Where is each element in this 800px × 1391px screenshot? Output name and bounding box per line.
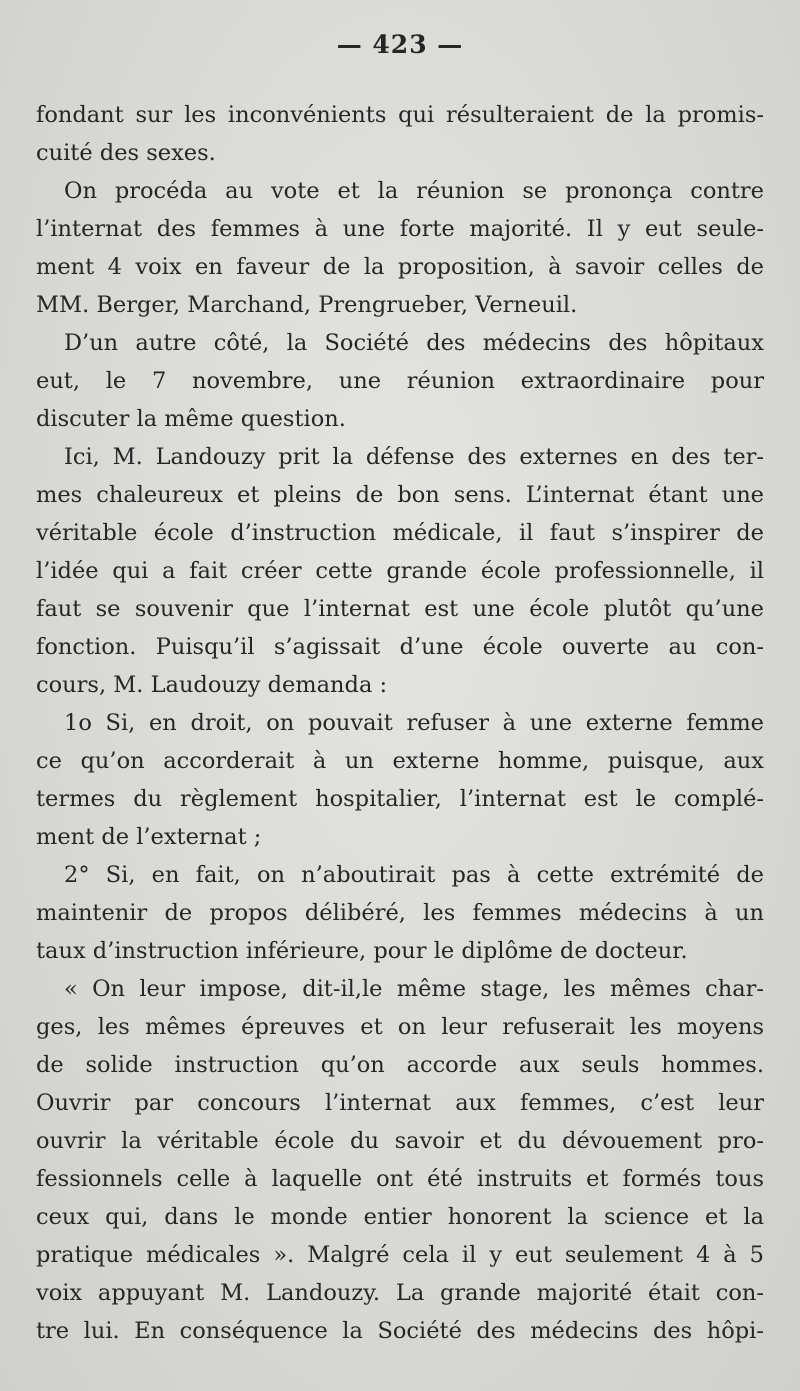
text-line: l’idée qui a fait créer cette grande école professionnelle, il (36, 558, 764, 584)
text-line: termes du règlement hospitalier, l’internat est le complé- (36, 786, 764, 812)
text-line: maintenir de propos délibéré, les femmes médecins à un (36, 900, 764, 926)
text-line: fessionnels celle à laquelle ont été instruits et formés tous (36, 1166, 764, 1192)
text-line: discuter la même question. (36, 406, 346, 432)
text-line: Ouvrir par concours l’internat aux femmes, c’est leur (36, 1090, 764, 1116)
text-line: taux d’instruction inférieure, pour le diplôme de docteur. (36, 938, 688, 964)
text-line: ment 4 voix en faveur de la proposition, à savoir celles de (36, 254, 764, 280)
text-line: 1o Si, en droit, on pouvait refuser à une externe femme (64, 710, 764, 736)
text-line: ceux qui, dans le monde entier honorent la science et la (36, 1204, 764, 1230)
text-line: faut se souvenir que l’internat est une école plutôt qu’une (36, 596, 764, 622)
text-line: cours, M. Laudouzy demanda : (36, 672, 388, 698)
text-line: Ici, M. Landouzy prit la défense des externes en des ter- (64, 444, 764, 470)
text-line: « On leur impose, dit-il,le même stage, les mêmes char- (64, 976, 764, 1002)
text-line: ges, les mêmes épreuves et on leur refuserait les moyens (36, 1014, 764, 1040)
text-line: cuité des sexes. (36, 140, 216, 166)
text-line: ouvrir la véritable école du savoir et du dévouement pro- (36, 1128, 764, 1154)
text-line: l’internat des femmes à une forte majorité. Il y eut seule- (36, 216, 764, 242)
text-line: eut, le 7 novembre, une réunion extraordinaire pour (36, 368, 764, 394)
text-line: ce qu’on accorderait à un externe homme, puisque, aux (36, 748, 764, 774)
text-line: voix appuyant M. Landouzy. La grande majorité était con- (36, 1280, 764, 1306)
text-line: mes chaleureux et pleins de bon sens. L’internat étant une (36, 482, 764, 508)
text-line: ment de l’externat ; (36, 824, 262, 850)
page-number: — 423 — (336, 30, 464, 59)
text-line: pratique médicales ». Malgré cela il y eut seulement 4 à 5 (36, 1242, 764, 1268)
text-line: véritable école d’instruction médicale, il faut s’inspirer de (36, 520, 764, 546)
text-line: de solide instruction qu’on accorde aux seuls hommes. (36, 1052, 764, 1078)
text-line: fonction. Puisqu’il s’agissait d’une école ouverte au con- (36, 634, 764, 660)
text-line: On procéda au vote et la réunion se prononça contre (64, 178, 764, 204)
body-text (36, 96, 764, 1350)
text-line: D’un autre côté, la Société des médecins des hôpitaux (64, 330, 764, 356)
text-line: MM. Berger, Marchand, Prengrueber, Verneuil. (36, 292, 578, 318)
text-line: tre lui. En conséquence la Société des médecins des hôpi- (36, 1318, 764, 1344)
text-line: 2° Si, en fait, on n’aboutirait pas à cette extrémité de (64, 862, 764, 888)
text-line: fondant sur les inconvénients qui résulteraient de la promis- (36, 102, 764, 128)
